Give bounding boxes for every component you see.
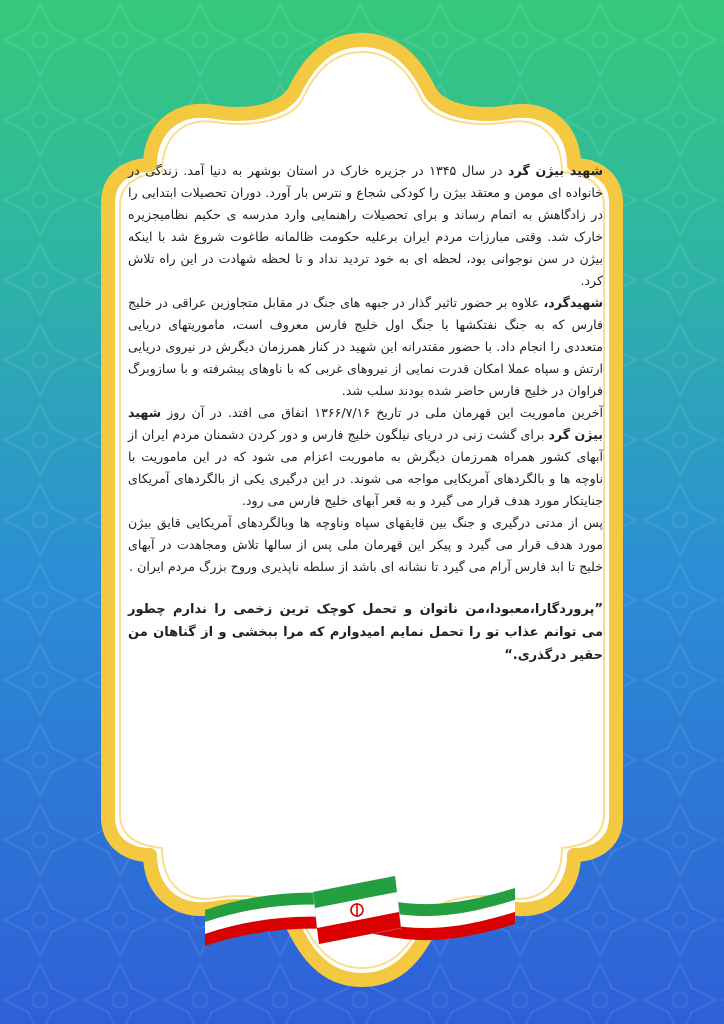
biography-text [128,160,603,740]
paragraph-1-text: در سال ۱۳۴۵ در جزیره خارک در استان بوشهر به دنیا آمد. زندگی در خانواده ای مومن و معتقد بیژن را کودکی شجاع و نترس بار آورد. دوران تحصیلات ابتدایی را در زادگاهش به اتمام رساند و برای تحصیلات راهنمایی وارد مدرسه ی حکیم نظامیجزیره خارک شد. وقتی مبارزات مردم ایران برعلیه حکومت ظالمانه طاغوت شروع شد با اینکه بیژن در سن نوجوانی بود، لحظه ای به خود تردید نداد و تا لحظه شهادت در این راه تلاش کرد. [128,163,603,288]
prayer-quote: ”پروردگارا،معبودا،من ناتوان و تحمل کوچک ترین زخمی را ندارم چطور می توانم عذاب تو را تحمل نمایم امیدوارم که مرا ببخشی و از گناهان من حقیر درگذری.“ [128,602,603,663]
paragraph-3-text-before: آخرین ماموریت این قهرمان ملی در تاریخ ۱۳۶۶/۷/۱۶ اتفاق می افتد. در آن روز [161,405,603,420]
paragraph-2 [128,292,603,402]
martyr-name: شهیدگرد، [543,295,603,310]
paragraph-4: پس از مدتی درگیری و جنگ بین قایقهای سپاه وناوچه ها وبالگردهای آمریکایی قایق بیژن مورد هدف قرار می گیرد و پیکر این قهرمان ملی پس از سالها تلاش ومجاهدت در آبهای خلیج تا ابد فارس آرام می گیرد تا نشانه ای باشد از سلطه ناپذیری وروح بزرگ مردم ایران . [128,515,603,574]
paragraph-3 [128,402,603,512]
iran-flag-ribbon [205,870,515,960]
martyr-name: شهید بیژن گرد [128,405,604,442]
martyr-name: شهید بیژن گرد [508,163,603,178]
paragraph-1 [128,160,603,292]
paragraph-3-text: برای گشت زنی در دریای نیلگون خلیج فارس و دور کردن دشمنان مردم ایران از آبهای کشور همراه همرزمان دیگرش به ماموریت اعزام می شود که در این ماموریت با ناوچه ها و بالگردهای آمریکایی مواجه می شوند. در این درگیری یکی از بالگردهای آمریکای جنایتکار مورد هدف قرار می گیرد و به قعر آبهای خلیج فارس می رود. [128,427,603,508]
paragraph-2-text: علاوه بر حضور تاثیر گذار در جبهه های جنگ در مقابل متجاوزین عراقی در خلیج فارس که به جنگ نفتکشها یا جنگ اول خلیج فارس معروف است، ماموریتهای دریایی متعددی را انجام داد. با حضور مقتدرانه این شهید در کنار همرزمان دیگرش در نیروی دریایی ارتش و سپاه عملا امکان قدرت نمایی از نیروهای غربی که با ناوهای پیشرفته و با سازوبرگ فراوان در خلیج فارس حاضر شده بودند سلب شد. [128,295,603,398]
